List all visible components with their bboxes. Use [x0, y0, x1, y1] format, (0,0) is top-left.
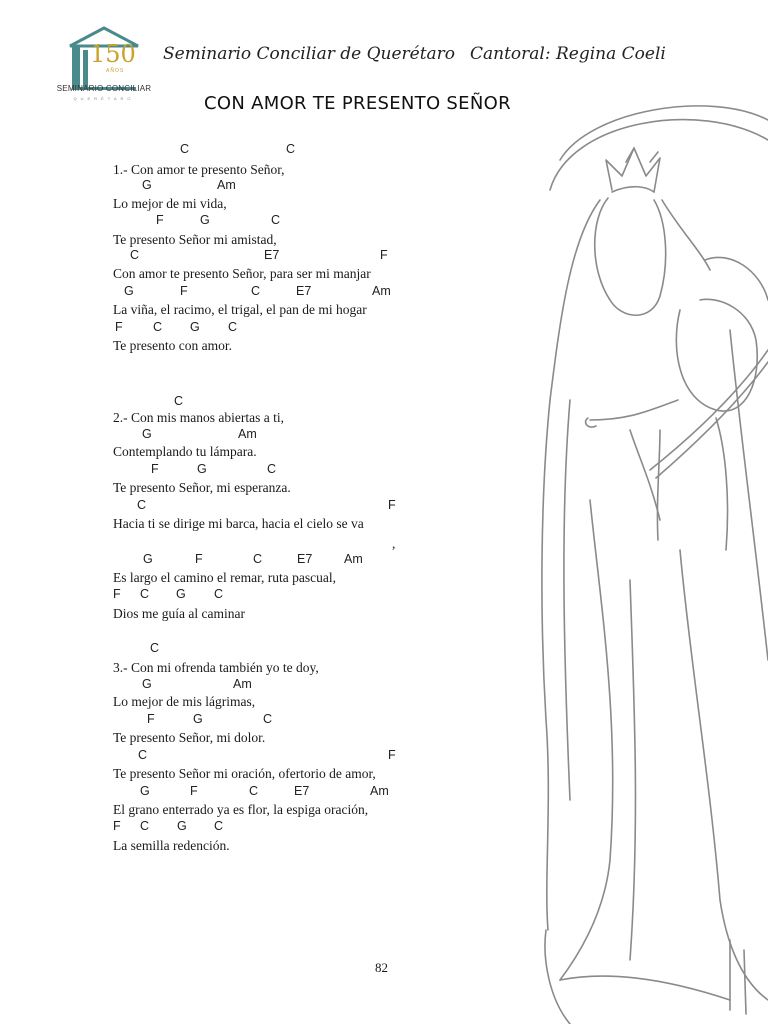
chord: C	[140, 587, 150, 601]
lyric-line: Te presento con amor.	[113, 338, 233, 353]
chord: C	[286, 142, 296, 156]
lyric-line: Es largo el camino el remar, ruta pascual,	[113, 570, 336, 585]
chord: F	[380, 248, 388, 262]
logo-city: QUERÉTARO	[73, 96, 135, 101]
chord: G	[200, 213, 210, 227]
chord: F	[156, 213, 164, 227]
chord: C	[253, 552, 263, 566]
lyric-line: Contemplando tu lámpara.	[113, 444, 257, 459]
chord: F	[113, 819, 121, 833]
lyric-line: Te presento Señor mi amistad,	[113, 232, 277, 247]
chord: C	[228, 320, 238, 334]
chord: G	[142, 677, 152, 691]
chord: G	[142, 427, 152, 441]
chord: C	[214, 587, 224, 601]
chord: G	[142, 178, 152, 192]
chord: C	[214, 819, 224, 833]
chord: E7	[264, 248, 280, 262]
chord: C	[174, 394, 184, 408]
chord: F	[388, 748, 396, 762]
chord: C	[138, 748, 148, 762]
chord: E7	[294, 784, 310, 798]
lyric-line: La viña, el racimo, el trigal, el pan de mi hogar	[113, 302, 367, 317]
page-number: 82	[375, 960, 388, 975]
logo-name: SEMINARIO CONCILIAR	[56, 84, 152, 93]
lyric-line: Dios me guía al caminar	[113, 606, 245, 621]
chord: G	[140, 784, 150, 798]
chord: F	[115, 320, 123, 334]
logo-anos: AÑOS	[106, 68, 125, 74]
chord: C	[267, 462, 277, 476]
chord: F	[195, 552, 203, 566]
chord: Am	[344, 552, 363, 566]
chord: Am	[238, 427, 257, 441]
lyric-line: Te presento Señor mi oración, ofertorio de amor,	[113, 766, 376, 781]
chord: F	[388, 498, 396, 512]
chord: G	[177, 819, 187, 833]
lyric-line: Lo mejor de mi vida,	[113, 196, 227, 211]
chord: F	[147, 712, 155, 726]
chord: C	[271, 213, 281, 227]
chord: C	[153, 320, 163, 334]
chord: F	[151, 462, 159, 476]
header-seminary: Seminario Conciliar de Querétaro	[163, 44, 456, 64]
lyric-line: Hacia ti se dirige mi barca, hacia el cielo se va	[113, 516, 364, 531]
lyric-line: 1.- Con amor te presento Señor,	[113, 162, 285, 177]
chord: C	[130, 248, 140, 262]
chord: C	[150, 641, 160, 655]
chord: C	[249, 784, 259, 798]
chord: E7	[296, 284, 312, 298]
chord: G	[190, 320, 200, 334]
logo-number: 150	[90, 40, 136, 68]
stray-comma: ,	[392, 536, 396, 551]
chord: F	[190, 784, 198, 798]
chord: Am	[233, 677, 252, 691]
chord: E7	[297, 552, 313, 566]
song-title: CON AMOR TE PRESENTO SEÑOR	[204, 93, 511, 114]
lyric-line: Te presento Señor, mi dolor.	[113, 730, 266, 745]
chord: G	[143, 552, 153, 566]
chord: C	[180, 142, 190, 156]
chord: F	[113, 587, 121, 601]
lyric-line: Lo mejor de mis lágrimas,	[113, 694, 256, 709]
chord: Am	[370, 784, 389, 798]
lyric-line: 3.- Con mi ofrenda también yo te doy,	[113, 660, 319, 675]
chord: Am	[372, 284, 391, 298]
lyric-line: Con amor te presento Señor, para ser mi manjar	[113, 266, 371, 281]
chord: F	[180, 284, 188, 298]
chord: C	[137, 498, 147, 512]
chord: G	[176, 587, 186, 601]
chord: C	[251, 284, 261, 298]
lyric-line: La semilla redención.	[113, 838, 230, 853]
chord: Am	[217, 178, 236, 192]
chord: G	[193, 712, 203, 726]
virgin-and-child-sketch-icon	[530, 100, 768, 1024]
header-cantoral: Cantoral: Regina Coeli	[470, 44, 666, 64]
chord: C	[140, 819, 150, 833]
chord: G	[124, 284, 134, 298]
chord: C	[263, 712, 273, 726]
chord: G	[197, 462, 207, 476]
lyric-line: Te presento Señor, mi esperanza.	[113, 480, 291, 495]
lyric-line: 2.- Con mis manos abiertas a ti,	[113, 410, 284, 425]
lyric-line: El grano enterrado ya es flor, la espiga oración,	[113, 802, 369, 817]
